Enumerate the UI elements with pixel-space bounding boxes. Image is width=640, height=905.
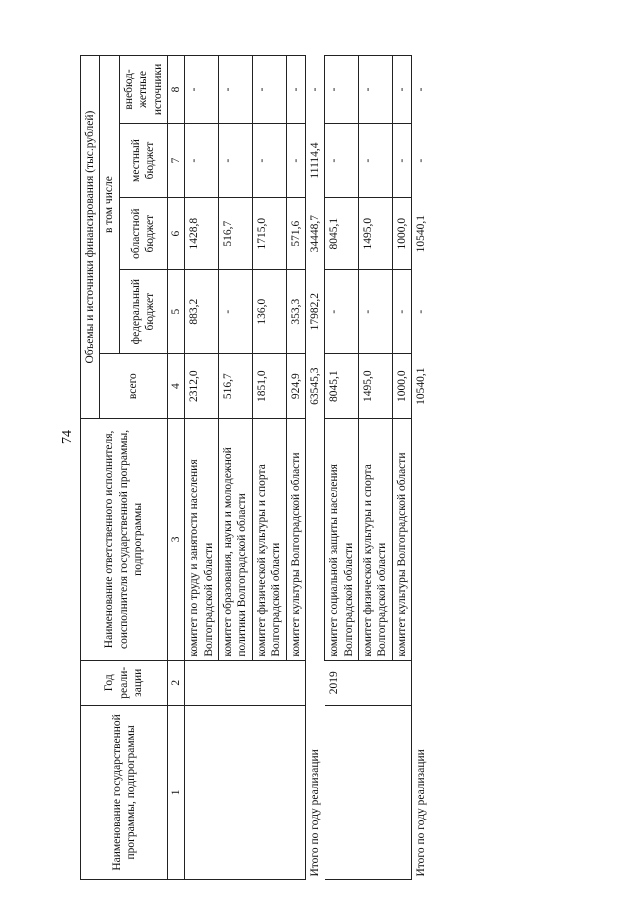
program-cell: [185, 705, 306, 879]
total-cell: 10540,1: [412, 354, 431, 419]
total-cell: 1851,0: [252, 354, 286, 419]
executor-cell: комитет по труду и занятости населения Волгоградской области: [185, 419, 219, 661]
local-cell: -: [219, 123, 253, 197]
col-index: 6: [167, 198, 184, 270]
table-row: [325, 56, 359, 880]
regional-cell: 1428,8: [185, 198, 219, 270]
local-cell: -: [359, 123, 393, 197]
executor-cell: комитет культуры Волгоградской области: [392, 419, 411, 661]
header-including: в том числе: [100, 56, 119, 354]
local-cell: -: [252, 123, 286, 197]
regional-cell: 1000,0: [392, 198, 411, 270]
header-program-name: Наименование государственной программы, подпрограммы: [81, 705, 168, 879]
header-local: местный бюджет: [119, 123, 167, 197]
regional-cell: 571,6: [286, 198, 305, 270]
total-label: Итого по году реализации: [412, 419, 431, 880]
total-row: [412, 56, 431, 880]
col-index: 8: [167, 56, 184, 124]
local-cell: 11114,4: [305, 123, 324, 197]
col-index: 3: [167, 419, 184, 661]
local-cell: -: [325, 123, 359, 197]
header-offbudget: внебюд-жетные источники: [119, 56, 167, 124]
total-cell: 63545,3: [305, 354, 324, 419]
total-cell: 2312,0: [185, 354, 219, 419]
local-cell: -: [392, 123, 411, 197]
federal-cell: -: [325, 270, 359, 354]
col-index: 1: [167, 705, 184, 879]
federal-cell: 17982,2: [305, 270, 324, 354]
federal-cell: -: [412, 270, 431, 354]
offbudget-cell: -: [359, 56, 393, 124]
total-label: Итого по году реализации: [305, 419, 324, 880]
regional-cell: 34448,7: [305, 198, 324, 270]
federal-cell: 883,2: [185, 270, 219, 354]
federal-cell: 136,0: [252, 270, 286, 354]
executor-cell: комитет физической культуры и спорта Волгоградской области: [359, 419, 393, 661]
total-cell: 924,9: [286, 354, 305, 419]
header-funding: Объемы и источники финансирования (тыс.рублей): [81, 56, 100, 419]
year-cell: [185, 660, 306, 705]
offbudget-cell: -: [185, 56, 219, 124]
program-cell: [325, 705, 412, 879]
federal-cell: -: [359, 270, 393, 354]
regional-cell: 10540,1: [412, 198, 431, 270]
total-cell: 1000,0: [392, 354, 411, 419]
funding-table: [80, 55, 431, 880]
rotated-table-page: [80, 55, 600, 880]
total-cell: 1495,0: [359, 354, 393, 419]
offbudget-cell: -: [325, 56, 359, 124]
col-index: 5: [167, 270, 184, 354]
header-year: Год реали-зации: [81, 660, 168, 705]
executor-cell: комитет образования, науки и молодежной политики Волгоградской области: [219, 419, 253, 661]
federal-cell: -: [392, 270, 411, 354]
offbudget-cell: -: [219, 56, 253, 124]
executor-cell: комитет культуры Волгоградской области: [286, 419, 305, 661]
header-regional: областной бюджет: [119, 198, 167, 270]
local-cell: -: [185, 123, 219, 197]
total-row: [305, 56, 324, 880]
local-cell: -: [286, 123, 305, 197]
table-row: [185, 56, 219, 880]
total-cell: 8045,1: [325, 354, 359, 419]
offbudget-cell: -: [305, 56, 324, 124]
regional-cell: 1715,0: [252, 198, 286, 270]
regional-cell: 1495,0: [359, 198, 393, 270]
executor-cell: комитет социальной защиты населения Волгоградской области: [325, 419, 359, 661]
header-federal: федеральный бюджет: [119, 270, 167, 354]
col-index: 4: [167, 354, 184, 419]
federal-cell: -: [219, 270, 253, 354]
offbudget-cell: -: [252, 56, 286, 124]
header-executor: Наименование ответственного исполнителя, соисполнителя государственной программы, подпрограммы: [81, 419, 168, 661]
total-cell: 516,7: [219, 354, 253, 419]
offbudget-cell: -: [412, 56, 431, 124]
col-index: 2: [167, 660, 184, 705]
offbudget-cell: -: [286, 56, 305, 124]
local-cell: -: [412, 123, 431, 197]
offbudget-cell: -: [392, 56, 411, 124]
executor-cell: комитет физической культуры и спорта Волгоградской области: [252, 419, 286, 661]
page-number: 74: [60, 430, 75, 444]
year-cell: 2019: [325, 660, 412, 705]
header-total: всего: [100, 354, 168, 419]
regional-cell: 516,7: [219, 198, 253, 270]
regional-cell: 8045,1: [325, 198, 359, 270]
federal-cell: 353,3: [286, 270, 305, 354]
col-index: 7: [167, 123, 184, 197]
